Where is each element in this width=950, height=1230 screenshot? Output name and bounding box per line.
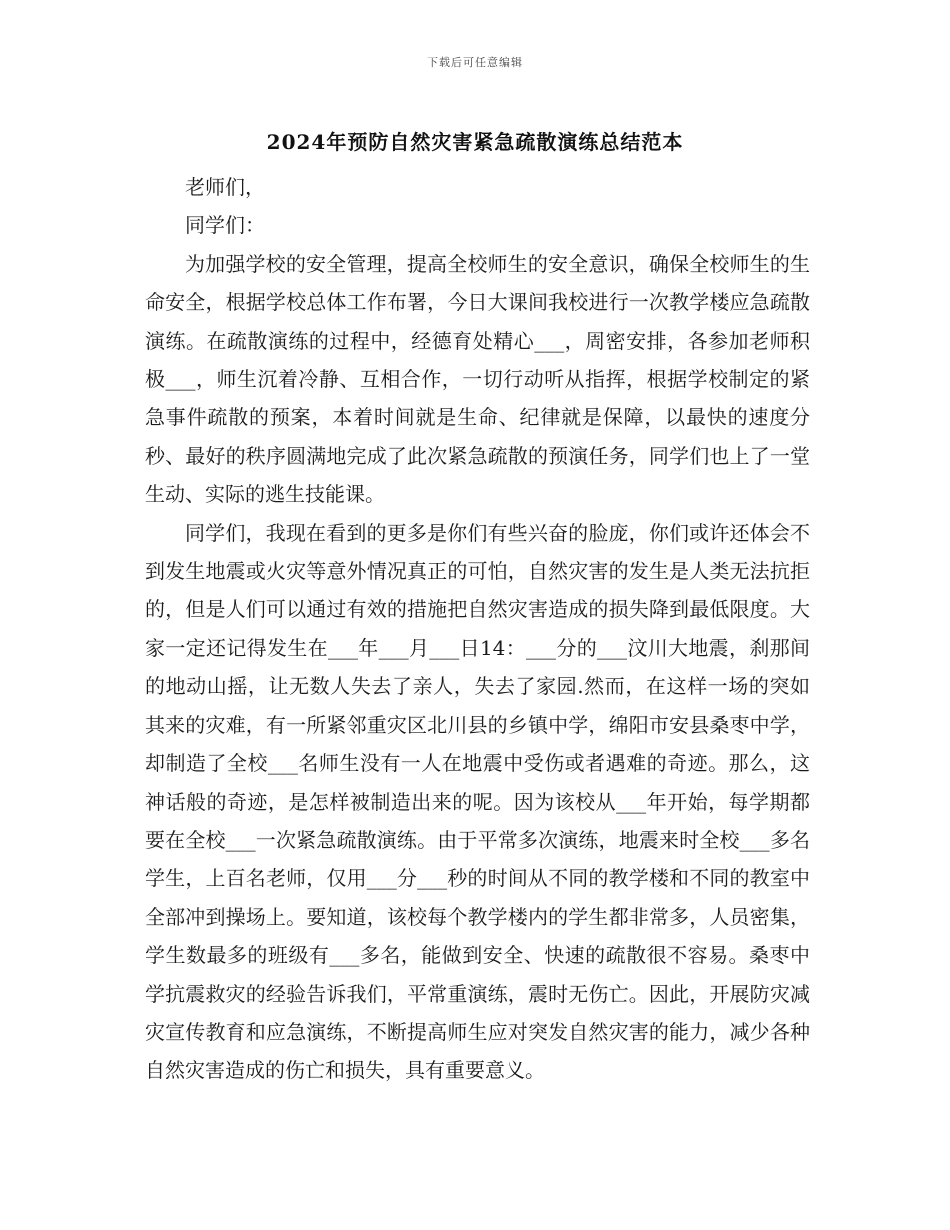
document-body [145,168,810,1090]
document-title: 2024年预防自然灾害紧急疏散演练总结范本 [266,130,684,154]
salutation-students: 同学们： [185,213,265,238]
paragraph-drill-summary: 为加强学校的安全管理，提高全校师生的安全意识，确保全校师生的生命安全，根据学校总体工作布署，今日大课间我校进行一次教学楼应急疏散演练。在疏散演练的过程中，经德育处精心___，周密安排，各参加老师积极___，师生沉着冷静、互相合作，一切行动听从指挥，根据学校制定的紧急事件疏散的预案，本着时间就是生命、纪律就是保障，以最快的速度分秒、最好的秩序圆满地完成了此次紧急疏散的预演任务，同学们也上了一堂生动、实际的逃生技能课。 [145,251,810,507]
paragraph-earthquake-lesson: 同学们，我现在看到的更多是你们有些兴奋的脸庞，你们或许还体会不到发生地震或火灾等意外情况真正的可怕，自然灾害的发生是人类无法抗拒的，但是人们可以通过有效的措施把自然灾害造成的损失降到最低限度。大家一定还记得发生在___年___月___日14：___分的___汶川大地震，刹那间的地动山摇，让无数人失去了亲人，失去了家园.然而，在这样一场的突如其来的灾难，有一所紧邻重灾区北川县的乡镇中学，绵阳市安县桑枣中学，却制造了全校___名师生没有一人在地震中受伤或者遇难的奇迹。那么，这神话般的奇迹，是怎样被制造出来的呢。因为该校从___年开始，每学期都要在全校___一次紧急疏散演练。由于平常多次演练，地震来时全校___多名学生，上百名老师，仅用___分___秒的时间从不同的教学楼和不同的教室中全部冲到操场上。要知道，该校每个教学楼内的学生都非常多，人员密集，学生数最多的班级有___多名，能做到安全、快速的疏散很不容易。桑枣中学抗震救灾的经验告诉我们，平常重演练，震时无伤亡。因此，开展防灾减灾宣传教育和应急演练，不断提高师生应对突发自然灾害的能力，减少各种自然灾害造成的伤亡和损失，具有重要意义。 [145,520,810,1083]
header-note: 下载后可任意编辑 [427,56,523,69]
salutation-teachers: 老师们， [185,175,265,199]
